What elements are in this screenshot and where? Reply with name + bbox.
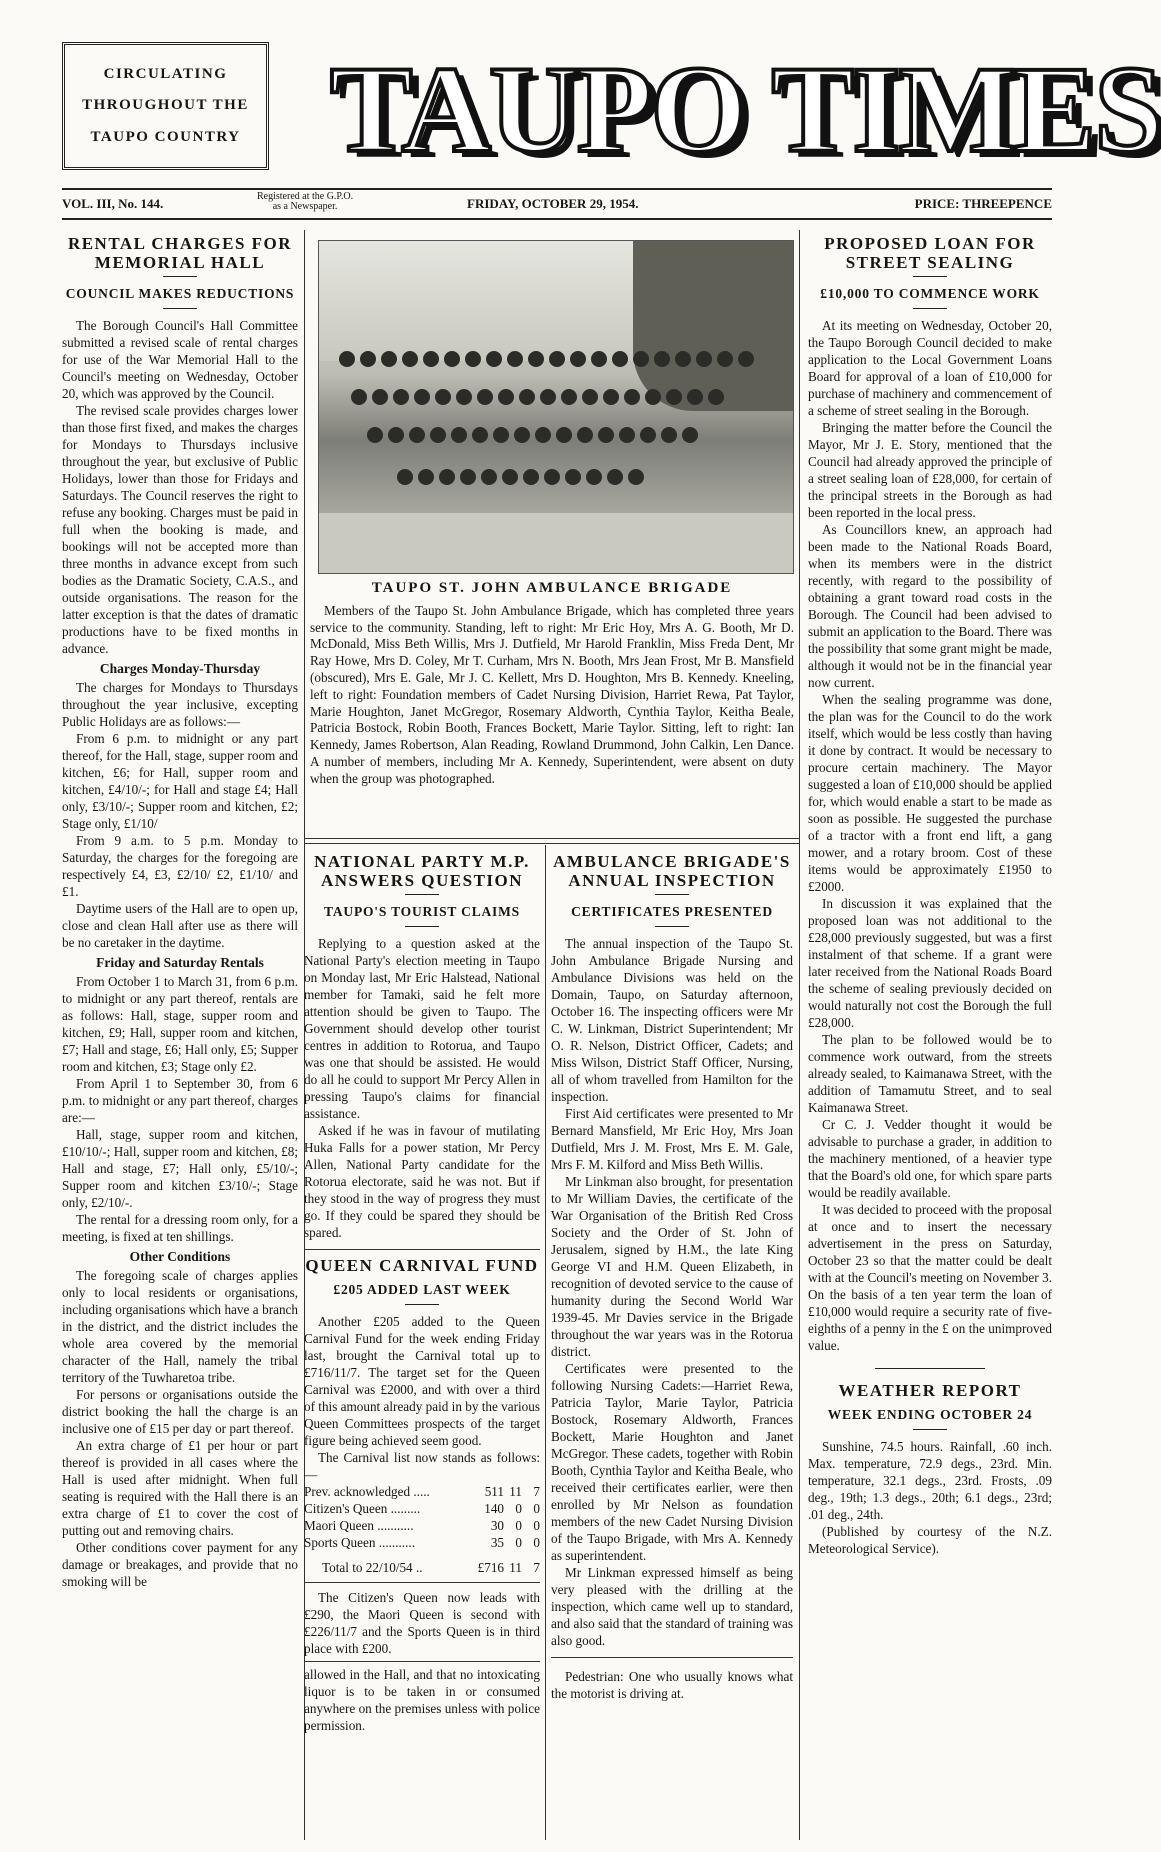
national-subhead: TAUPO'S TOURIST CLAIMS xyxy=(324,904,520,919)
photo-person xyxy=(507,351,523,367)
table-shillings: 0 xyxy=(515,1518,522,1533)
carnival-paragraph: Another £205 added to the Queen Carnival Fund for the week ending Friday last, brought the Carnival total up to £716/11/7. The target set for the Queen Carnival was £2000, and with over a third of this amount already paid in by the various Queen Committees prospects of the target figure being achieved seem good. xyxy=(304,1314,540,1448)
photo-person xyxy=(556,427,572,443)
loan-paragraph: Bringing the matter before the Council the Mayor, Mr J. E. Story, mentioned that the Council had already approved the principle of a street sealing loan of £28,000, for certain of the principal streets in the Borough as had been reported in the local press. xyxy=(808,420,1052,520)
rental-article xyxy=(62,232,298,1844)
issue-date: FRIDAY, OCTOBER 29, 1954. xyxy=(467,196,639,211)
loan-paragraph: As Councillors knew, an approach had been made to the National Roads Board, when its members were in the district recently, with regard to the possibility of obtaining a grant toward road costs in the Borough. The Council had been advised to submit an application to the Board. There was the possibility that some grant might be made, although it would not be in the financial year now current. xyxy=(808,522,1052,690)
ambulance-subhead: CERTIFICATES PRESENTED xyxy=(571,904,773,919)
photo-person xyxy=(624,389,640,405)
table-pounds: 511 xyxy=(484,1484,504,1499)
photo-person xyxy=(435,389,451,405)
subhead-rule xyxy=(163,308,197,309)
photo-person xyxy=(640,427,656,443)
filler-text: Pedestrian: One who usually knows what the motorist is driving at. xyxy=(551,1669,793,1701)
photo-person xyxy=(388,427,404,443)
ambulance-paragraph: Mr Linkman expressed himself as being very pleased with the drilling at the inspection, which came well up to standard, and also said that the standard of training was also good. xyxy=(551,1565,793,1648)
table-shillings: 11 xyxy=(509,1484,522,1499)
loan-paragraph: Cr C. J. Vedder thought it would be advisable to purchase a grader, in addition to the machinery mentioned, of a heavier type that the Board's old one, for which spare parts would be readily available. xyxy=(808,1117,1052,1200)
rental-section-heading: Other Conditions xyxy=(129,1249,231,1264)
circulation-line-3: TAUPO COUNTRY xyxy=(90,128,241,145)
table-pounds: 35 xyxy=(490,1535,504,1550)
subhead-rule xyxy=(405,1304,439,1305)
photo-person xyxy=(577,427,593,443)
rental-paragraph: From October 1 to March 31, from 6 p.m. to midnight or any part thereof, rentals are as follows: Hall, stage, supper room and kitchen, £9; Hall, supper room and kitchen, £7; Hall and stage, £6; Hall only, £5; Supper room and kitchen, £3; Stage only £2. xyxy=(62,974,298,1074)
table-pounds: 140 xyxy=(484,1501,504,1516)
table-pounds: 30 xyxy=(490,1518,504,1533)
table-total-pounds: £716 xyxy=(477,1560,504,1575)
rental-continuation: allowed in the Hall, and that no intoxicating liquor is to be taken in or consumed anywhere on the premises unless with police permission. xyxy=(304,1667,540,1733)
photo-person xyxy=(502,469,518,485)
photo-person xyxy=(591,351,607,367)
loan-paragraph: When the sealing programme was done, the plan was for the Council to do the work itself, which would be less costly than having it done by contract. It would be necessary to procure certain machinery. The Mayor suggested a loan of £10,000 should be applied for, which would enable a start to be made as soon as possible. He suggested the purchase of a tractor with a front end lift, a gang mower, and a rotary broom. Cost of these items would be approximately £1950 to £2000. xyxy=(808,692,1052,894)
table-label: Sports Queen ........... xyxy=(304,1535,415,1550)
headline-rule xyxy=(913,276,947,277)
rental-paragraph: Hall, stage, supper room and kitchen, £10/10/-; Hall, supper room and kitchen, £8; Hall and stage, £7; Hall only, £5/10/-; Supper room and kitchen £3/10/-; Stage only, £2/10/-. xyxy=(62,1127,298,1210)
photo-person xyxy=(397,469,413,485)
rental-paragraph: An extra charge of £1 per hour or part thereof is provided in all cases where the Hall is used after midnight. When full seating is required with the Hall there is an extra charge of £1 to cover the cost of putting out and removing chairs. xyxy=(62,1438,298,1538)
rental-paragraph: From 9 a.m. to 5 p.m. Monday to Saturday, the charges for the foregoing are respectively £4, £3, £2/10/ £2, £1/10/ and £1. xyxy=(62,833,298,899)
rental-section-heading: Friday and Saturday Rentals xyxy=(96,955,264,970)
subhead-rule xyxy=(913,308,947,309)
table-label: Maori Queen ........... xyxy=(304,1518,414,1533)
ambulance-article xyxy=(551,850,793,1850)
table-total-pence: 7 xyxy=(533,1560,540,1575)
photo-person xyxy=(598,427,614,443)
registration-line-1: Registered at the G.P.O. xyxy=(257,191,354,202)
photo-person xyxy=(717,351,733,367)
subhead-rule xyxy=(655,926,689,927)
rental-paragraph: The rental for a dressing room only, for a meeting, is fixed at ten shillings. xyxy=(62,1212,298,1244)
section-rule xyxy=(875,1368,985,1369)
info-bar xyxy=(62,192,1052,218)
volume-number: VOL. III, No. 144. xyxy=(62,196,164,211)
photo-person xyxy=(519,389,535,405)
photo-person xyxy=(628,469,644,485)
carnival-headline: QUEEN CARNIVAL FUND xyxy=(305,1256,539,1275)
photo-ground xyxy=(319,513,793,573)
photo-person xyxy=(570,351,586,367)
carnival-paragraph: The Carnival list now stands as follows:— xyxy=(304,1450,540,1482)
rental-paragraph: Other conditions cover payment for any damage or breakages, and provide that no smoking will be xyxy=(62,1540,298,1589)
photo-person xyxy=(549,351,565,367)
loan-headline: PROPOSED LOAN FOR STREET SEALING xyxy=(824,234,1036,272)
ambulance-paragraph: First Aid certificates were presented to Mr Bernard Mansfield, Mr Eric Hoy, Mrs Joan Dutfield, Mrs J. M. Frost, Mrs E. M. Gale, Mrs F. M. Kilford and Miss Beth Willis. xyxy=(551,1106,793,1172)
photo-person xyxy=(418,469,434,485)
photo-person xyxy=(565,469,581,485)
photo-person xyxy=(645,389,661,405)
rental-headline: RENTAL CHARGES FOR MEMORIAL HALL xyxy=(67,234,293,272)
carnival-table xyxy=(304,1483,540,1576)
weather-paragraph: (Published by courtesy of the N.Z. Meteorological Service). xyxy=(808,1524,1052,1556)
photo-person xyxy=(381,351,397,367)
article-separator xyxy=(304,1249,540,1250)
photo-person xyxy=(339,351,355,367)
photo-person xyxy=(351,389,367,405)
subhead-rule xyxy=(913,1429,947,1430)
photo-person xyxy=(633,351,649,367)
rental-paragraph: For persons or organisations outside the district booking the hall the charge is an inclusive one of £15 per day or part thereof. xyxy=(62,1387,298,1436)
photo-person xyxy=(619,427,635,443)
photo-person xyxy=(523,469,539,485)
photo-person xyxy=(696,351,712,367)
table-row xyxy=(304,1483,540,1500)
rental-paragraph: The revised scale provides charges lower than those first fixed, and makes the charges for Mondays to Thursdays inclusive throughout the year, but exclusive of Public Holidays, lower than those for Fridays and Saturdays. The Council reserves the right to refuse any booking. Charges must be paid in full when the booking is made, and bookings will not be accepted more than three months in advance except from such bodies as the Dramatic Society, C.A.S., and outside organisations. The reason for the latter exception is that the dates of dramatic productions have to be fixed months in advance. xyxy=(62,403,298,656)
rental-paragraph: The Borough Council's Hall Committee submitted a revised scale of rental charges for use of the War Memorial Hall to the Council's meeting on Wednesday, October 20, which was approved by the Council. xyxy=(62,318,298,401)
table-total-label: Total to 22/10/54 .. xyxy=(322,1560,423,1575)
photo-person xyxy=(493,427,509,443)
rental-paragraph: Daytime users of the Hall are to open up, close and clean Hall after use as there will be no caretaker in the daytime. xyxy=(62,901,298,950)
top-rule xyxy=(62,188,1052,190)
loan-paragraph: It was decided to proceed with the proposal at once and to insert the necessary advertisement in the press on Saturday, October 23 so that the matter could be dealt with at the Council's meeting on November 3. On the basis of a ten year term the loan of £10,000 would require a security rate of five-eighths of a penny in the £ on the unimproved value. xyxy=(808,1202,1052,1353)
photo-person xyxy=(409,427,425,443)
photo-person xyxy=(439,469,455,485)
ambulance-paragraph: Certificates were presented to the following Nursing Cadets:—Harriet Rewa, Patricia Taylor, Marie Taylor, Patricia Bostock, Rosemary Aldworth, Frances Bockett, Marie Houghton and Janet McGregor. These cadets, together with Robin Booth, Cynthia Taylor and Keitha Beale, who received their certificates earlier, were then enrolled by Mr Nelson as foundation members of the new Cadet Nursing Division of the Taupo Brigade, with Mrs A. Kennedy as superintendent. xyxy=(551,1361,793,1563)
national-article xyxy=(304,850,540,1850)
table-row xyxy=(304,1517,540,1534)
photo-person xyxy=(582,389,598,405)
rental-subhead: COUNCIL MAKES REDUCTIONS xyxy=(65,286,295,301)
table-shillings: 0 xyxy=(515,1501,522,1516)
photo-person xyxy=(430,427,446,443)
photo-person xyxy=(607,469,623,485)
table-label: Prev. acknowledged ..... xyxy=(304,1484,430,1499)
table-total-row xyxy=(304,1551,540,1576)
headline-rule xyxy=(405,894,439,895)
headline-rule xyxy=(655,894,689,895)
photo-person xyxy=(654,351,670,367)
table-shillings: 0 xyxy=(515,1535,522,1550)
photo-caption-text: Members of the Taupo St. John Ambulance Brigade, which has completed three years service to the community. Standing, left to right: Mr Eric Hoy, Mrs A. G. Booth, Mr D. McDonald, Miss Beth Willis, Mrs J. Dutfield, Mr Harold Franklin, Miss Freda Dent, Mr Ray Howe, Mrs D. Coley, Mr T. Curham, Mrs N. Booth, Mrs Jean Frost, Mr B. Mansfield (obscured), Mrs E. Gale, Mr J. C. Kellett, Mrs D. Houghton, Mrs B. Kennedy. Kneeling, left to right: Foundation members of Cadet Nursing Division, Harriet Rewa, Pat Taylor, Marie Houghton, Janet McGregor, Rosemary Aldworth, Cynthia Taylor, Keitha Beale, Patricia Bostock, Robin Booth, Frances Bockett, Marie Taylor. Sitting, left to right: Ian Kennedy, James Robertson, Alan Reading, Rowland Drummond, John Calkin, Len Dance. A number of members, including Mr A. Kennedy, Superintendent, were absent on duty when the group was photographed. xyxy=(310,602,794,786)
loan-paragraph: At its meeting on Wednesday, October 20, the Taupo Borough Council decided to make application to the Local Government Loans Board for approval of a loan of £10,000 for purchase of machinery and commencement of a scheme of street sealing in the Borough. xyxy=(808,318,1052,418)
table-pence: 0 xyxy=(533,1535,540,1550)
photo-person xyxy=(612,351,628,367)
rental-section-heading: Charges Monday-Thursday xyxy=(99,661,261,676)
photo-person xyxy=(393,389,409,405)
photo-person xyxy=(472,427,488,443)
column-divider-2 xyxy=(545,845,546,1840)
loan-paragraph: The plan to be followed would be to commence work outward, from the streets already sealed, to Kaimanawa Street, with the addition of Tamamutu Street, and to seal Kaimanawa Street. xyxy=(808,1032,1052,1115)
photo-person xyxy=(675,351,691,367)
photo-person xyxy=(661,427,677,443)
weather-subhead: WEEK ENDING OCTOBER 24 xyxy=(827,1407,1033,1422)
photo-group xyxy=(327,341,747,511)
weather-paragraph: Sunshine, 74.5 hours. Rainfall, .60 inch. Max. temperature, 72.9 degs., 23rd. Min. temperature, 32.1 degs., 23rd. Frosts, .09 deg., 19th; 1.3 degs., 20th; 6.1 degs., 23rd; .01 deg., 24th. xyxy=(808,1439,1052,1522)
national-paragraph: Replying to a question asked at the National Party's election meeting in Taupo on Monday last, Mr Eric Halstead, National member for Tamaki, said he felt more attention should be given to Taupo. The Government should develop other tourist centres in addition to Rotorua, and Taupo was one that should be assisted. He would do all he could to support Mr Percy Allen in pressing Taupo's claims for financial assistance. xyxy=(304,936,540,1121)
photo-person xyxy=(367,427,383,443)
photo-person xyxy=(481,469,497,485)
photo-person xyxy=(666,389,682,405)
table-row xyxy=(304,1534,540,1551)
table-pence: 7 xyxy=(533,1484,540,1499)
ambulance-paragraph: The annual inspection of the Taupo St. John Ambulance Brigade Nursing and Ambulance Divisions was held on the Domain, Taupo, on Saturday afternoon, October 16. The inspecting officers were Mr C. W. Linkman, District Superintendent; Mr O. R. Nelson, District Officer, Cadets; and Miss Wilson, District Staff Officer, Nursing, all of whom travelled from Hamilton for the inspection. xyxy=(551,936,793,1104)
photo-person xyxy=(460,469,476,485)
photo-person xyxy=(687,389,703,405)
caption-rule xyxy=(304,838,799,844)
price: PRICE: THREEPENCE xyxy=(914,196,1052,211)
circulation-line-1: CIRCULATING xyxy=(103,66,228,83)
photo-person xyxy=(477,389,493,405)
circulation-box xyxy=(62,42,269,170)
photo-person xyxy=(528,351,544,367)
national-paragraph: Asked if he was in favour of mutilating Huka Falls for a power station, Mr Percy Allen, National Party candidate for the Rotorua electorate, said he was not. But if they stood in the way of progress they must go. If they could be spared they should be spared. xyxy=(304,1123,540,1240)
photo-person xyxy=(682,427,698,443)
photo-person xyxy=(372,389,388,405)
info-bar-rule xyxy=(62,218,1052,220)
subhead-rule xyxy=(405,926,439,927)
newspaper-title: TAUPO TIMES xyxy=(330,41,1161,178)
table-rule xyxy=(304,1582,540,1583)
registration-note xyxy=(257,192,353,212)
photo-person xyxy=(535,427,551,443)
carnival-paragraph: The Citizen's Queen now leads with £290, the Maori Queen is second with £226/11/7 and the Sports Queen is in third place with £200. xyxy=(304,1590,540,1656)
table-total-shillings: 11 xyxy=(509,1560,522,1575)
photo-person xyxy=(738,351,754,367)
filler-rule xyxy=(551,1657,793,1658)
photo-person xyxy=(544,469,560,485)
photo-person xyxy=(486,351,502,367)
photo-person xyxy=(498,389,514,405)
national-headline: NATIONAL PARTY M.P. ANSWERS QUESTION xyxy=(314,852,530,890)
photo-person xyxy=(444,351,460,367)
weather-headline: WEATHER REPORT xyxy=(838,1381,1022,1400)
rental-paragraph: From April 1 to September 30, from 6 p.m. to midnight or any part thereof, charges are:— xyxy=(62,1076,298,1125)
brigade-photo xyxy=(318,240,794,574)
registration-line-2: as a Newspaper. xyxy=(272,201,338,212)
photo-person xyxy=(402,351,418,367)
table-pence: 0 xyxy=(533,1518,540,1533)
column-divider-3 xyxy=(799,230,800,1840)
photo-person xyxy=(360,351,376,367)
photo-person xyxy=(423,351,439,367)
photo-person xyxy=(561,389,577,405)
photo-person xyxy=(540,389,556,405)
photo-person xyxy=(465,351,481,367)
table-pence: 0 xyxy=(533,1501,540,1516)
photo-person xyxy=(456,389,472,405)
loan-article xyxy=(808,232,1052,1844)
photo-person xyxy=(586,469,602,485)
table-label: Citizen's Queen ......... xyxy=(304,1501,421,1516)
ambulance-headline: AMBULANCE BRIGADE'S ANNUAL INSPECTION xyxy=(553,852,791,890)
ambulance-paragraph: Mr Linkman also brought, for presentation to Mr William Davies, the certificate of the War Organisation of the British Red Cross Society and the Order of St. John of Jerusalem, signed by H.M., the late King George VI and H.M. Queen Elizabeth, in recognition of devoted service to the cause of humanity during the Second World War 1939-45. Mr Davies service in the Brigade throughout the war years was in the Rotorua district. xyxy=(551,1174,793,1359)
headline-rule xyxy=(163,276,197,277)
rental-paragraph: The foregoing scale of charges applies only to local residents or organisations, including organisations which have a branch in the district, and the district includes the whole area covered by the memorial character of the Hall, namely the tribal territory of the Tuwharetoa tribe. xyxy=(62,1268,298,1385)
carnival-subhead: £205 ADDED LAST WEEK xyxy=(333,1282,511,1297)
loan-paragraph: In discussion it was explained that the proposed loan was not additional to the £28,000 previously suggested, but was a first instalment of that scheme. If a grant were later received from the National Roads Board the scheme of sealing previously decided on would naturally not cost the Borough the full £28,000. xyxy=(808,896,1052,1030)
photo-person xyxy=(708,389,724,405)
rental-paragraph: The charges for Mondays to Thursdays throughout the year inclusive, excepting Public Holidays are as follows:— xyxy=(62,680,298,729)
rental-paragraph: From 6 p.m. to midnight or any part thereof, for the Hall, stage, supper room and kitchen, £6; for Hall, supper room and kitchen, £4/10/-; for Hall and stage £4; Hall only, £3/10/-; Supper room and kitchen, £2; Stage only, £1/10/ xyxy=(62,731,298,831)
table-row xyxy=(304,1500,540,1517)
photo-person xyxy=(414,389,430,405)
photo-caption-headline: TAUPO ST. JOHN AMBULANCE BRIGADE xyxy=(371,580,733,596)
photo-person xyxy=(451,427,467,443)
photo-caption xyxy=(310,580,794,788)
loan-subhead: £10,000 TO COMMENCE WORK xyxy=(820,286,1040,301)
circulation-line-2: THROUGHOUT THE xyxy=(82,97,249,114)
continuation-rule xyxy=(304,1661,540,1662)
photo-person xyxy=(603,389,619,405)
photo-person xyxy=(514,427,530,443)
